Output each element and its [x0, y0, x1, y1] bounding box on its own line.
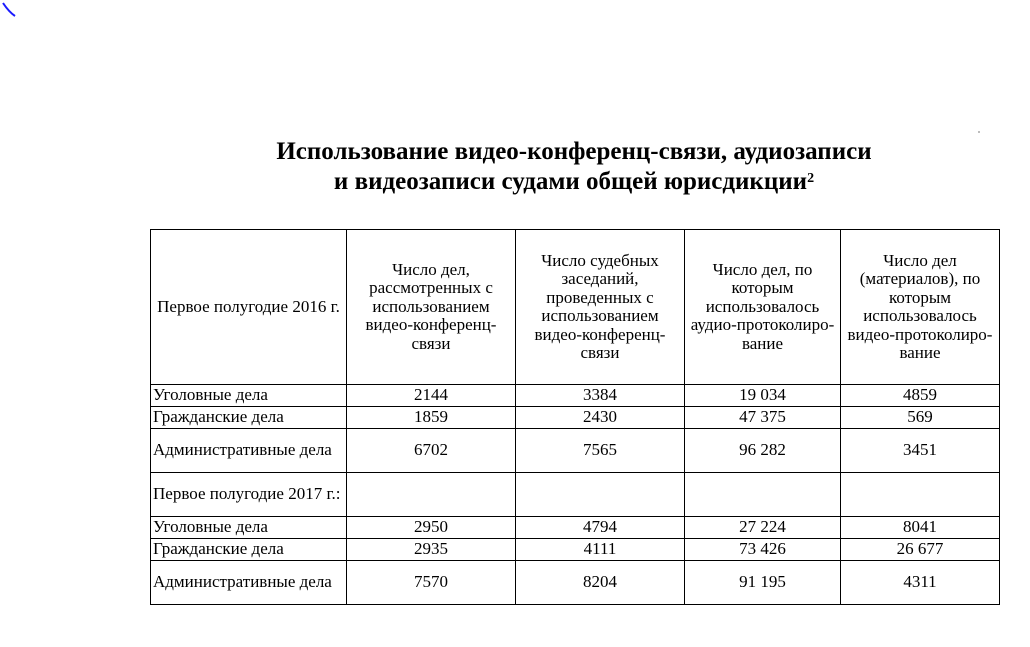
table-cell — [685, 473, 841, 517]
table-cell: 4111 — [516, 539, 685, 561]
column-header: Число дел, по которым использовалось аудио-протоколиро-вание — [685, 230, 841, 385]
table-cell: 2430 — [516, 407, 685, 429]
page-title — [150, 137, 998, 197]
table-cell: 8041 — [841, 517, 1000, 539]
table-cell: 3451 — [841, 429, 1000, 473]
table-cell: 2935 — [347, 539, 516, 561]
table-cell: 3384 — [516, 385, 685, 407]
table-row — [151, 385, 1000, 407]
section-label: Первое полугодие 2017 г.: — [151, 473, 347, 517]
table-row — [151, 561, 1000, 605]
row-label: Уголовные дела — [151, 385, 347, 407]
data-table — [150, 229, 1000, 605]
table-cell: 8204 — [516, 561, 685, 605]
title-line-2-text: и видеозаписи судами общей юрисдикции — [333, 168, 808, 195]
table-cell: 27 224 — [685, 517, 841, 539]
table-cell: 26 677 — [841, 539, 1000, 561]
row-label: Административные дела — [151, 429, 347, 473]
table-row — [151, 517, 1000, 539]
table-cell: 7570 — [347, 561, 516, 605]
footnote-marker: 2 — [807, 171, 815, 186]
title-line-2 — [150, 167, 998, 197]
row-label: Уголовные дела — [151, 517, 347, 539]
corner-mark-icon — [0, 0, 22, 22]
table-cell: 4859 — [841, 385, 1000, 407]
table-cell: 4794 — [516, 517, 685, 539]
table-row — [151, 407, 1000, 429]
table-cell: 4311 — [841, 561, 1000, 605]
column-header: Число дел, рассмотренных с использованием видео-конференц-связи — [347, 230, 516, 385]
table-cell: 2144 — [347, 385, 516, 407]
column-header: Число дел (материалов), по которым использовалось видео-протоколиро-вание — [841, 230, 1000, 385]
row-label: Гражданские дела — [151, 407, 347, 429]
table-cell: 19 034 — [685, 385, 841, 407]
column-header: Первое полугодие 2016 г. — [151, 230, 347, 385]
column-header: Число судебных заседаний, проведенных с использованием видео-конференц-связи — [516, 230, 685, 385]
row-label: Гражданские дела — [151, 539, 347, 561]
table-cell: 7565 — [516, 429, 685, 473]
table-cell — [841, 473, 1000, 517]
table-cell: 73 426 — [685, 539, 841, 561]
table-cell: 96 282 — [685, 429, 841, 473]
table-row — [151, 429, 1000, 473]
table-header-row — [151, 230, 1000, 385]
table-cell: 91 195 — [685, 561, 841, 605]
title-line-1: Использование видео-конференц-связи, аудиозаписи — [276, 138, 872, 165]
row-label: Административные дела — [151, 561, 347, 605]
table-cell: 2950 — [347, 517, 516, 539]
scan-speck — [978, 131, 980, 133]
table-section-row — [151, 473, 1000, 517]
table-cell: 6702 — [347, 429, 516, 473]
table-cell — [347, 473, 516, 517]
table-row — [151, 539, 1000, 561]
table-cell: 47 375 — [685, 407, 841, 429]
table-cell: 1859 — [347, 407, 516, 429]
table-cell: 569 — [841, 407, 1000, 429]
table-cell — [516, 473, 685, 517]
